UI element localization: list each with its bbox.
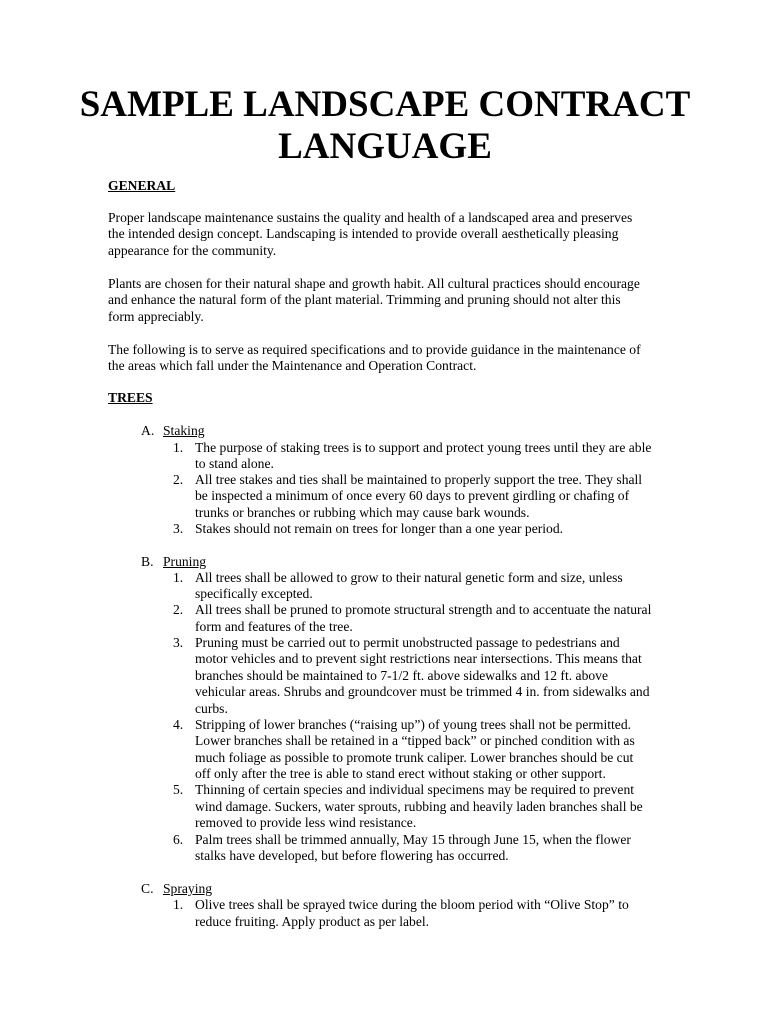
list-item: All tree stakes and ties shall be maintained to properly support the tree. They shall: [195, 472, 643, 487]
pruning-title: Pruning: [163, 554, 207, 569]
list-item: All trees shall be pruned to promote structural strength and to accentuate the natural: [195, 602, 652, 617]
list-item: Stripping of lower branches (“raising up”) of young trees shall not be permitted.: [195, 717, 632, 732]
list-item: Palm trees shall be trimmed annually, May 15 through June 15, when the flower: [195, 832, 631, 847]
trees-heading: TREES: [108, 390, 153, 405]
staking-title: Staking: [163, 423, 205, 438]
list-item: Thinning of certain species and individual specimens may be required to prevent: [195, 782, 635, 797]
list-item: The purpose of staking trees is to support and protect young trees until they are able: [195, 440, 652, 455]
document-page: SAMPLE LANDSCAPE CONTRACT LANGUAGE GENERAL Proper landscape maintenance sustains the quality and health of a landscaped area and preserves the intended design concept. Landscaping is intended to provide overall aesthetically pleasing appearance for the community. Plants are chosen for their natural shape and growth habit. All cultural practices should encourage and enhance the natural form of the plant material. Trimming and pruning should not alter this form appreciably. The following is to serve as required specifications and to provide guidance in the maintenance of the areas which fall under the Maintenance and Operation Contract. TREES A. Staking 1. The purpose of staking trees is to support and protect young trees until they are able to stand alone. 2. All tree stakes and ties shall be maintained to properly support the tree. They shall be inspected a minimum of once every 60 days to prevent girdling or chafing of trunks or branches or rubbing which may cause bark wounds. 3. Stakes should not remain on trees for longer than a one year period. B. Pruning 1. All trees shall be allowed to grow to their natural genetic form and size, unless specifically excepted. 2. All trees shall be pruned to promote structural strength and to accentuate the natural form and features of the tree. 3. Pruning must be carried out to permit unobstructed passage to pedestrians and motor vehicles and to prevent sight restrictions near intersections. This means that branches should be maintained to 7-1/2 ft. above sidewalks and 12 ft. above vehicular areas. Shrubs and groundcover must be trimmed 4 in. from sidewalks and curbs. 4. Stripping of lower branches (“raising up”) of young trees shall not be permitted. Lower branches shall be retained in a “tipped back” or pinched condition with as much foliage as possible to promote trunk caliper. Lower branches should be cut off only after the tree is able to stand erect without staking or other support. 5. Thinning of certain species and individual specimens may be required to prevent wind damage. Suckers, water sprouts, rubbing and heavily laden branches shall be removed to provide less wind resistance. 6. Palm trees shall be trimmed annually, May 15 through June 15, when the flower stalks have developed, but before flowering has occurred. C. Spraying 1. Olive trees shall be sprayed twice during the bloom period with “Olive Stop” to reduce fruiting. Apply product as per label.: [0, 0, 770, 1024]
list-item: All trees shall be allowed to grow to their natural genetic form and size, unless: [195, 570, 623, 585]
list-item: Olive trees shall be sprayed twice during the bloom period with “Olive Stop” to: [195, 897, 629, 912]
title-line-1: SAMPLE LANDSCAPE CONTRACT: [79, 84, 691, 125]
list-item: Pruning must be carried out to permit unobstructed passage to pedestrians and: [195, 635, 620, 650]
general-heading: GENERAL: [108, 178, 176, 193]
list-item: Stakes should not remain on trees for longer than a one year period.: [195, 521, 564, 536]
title-line-2: LANGUAGE: [278, 126, 492, 167]
document-title: [0, 84, 770, 168]
spraying-title: Spraying: [163, 881, 213, 896]
